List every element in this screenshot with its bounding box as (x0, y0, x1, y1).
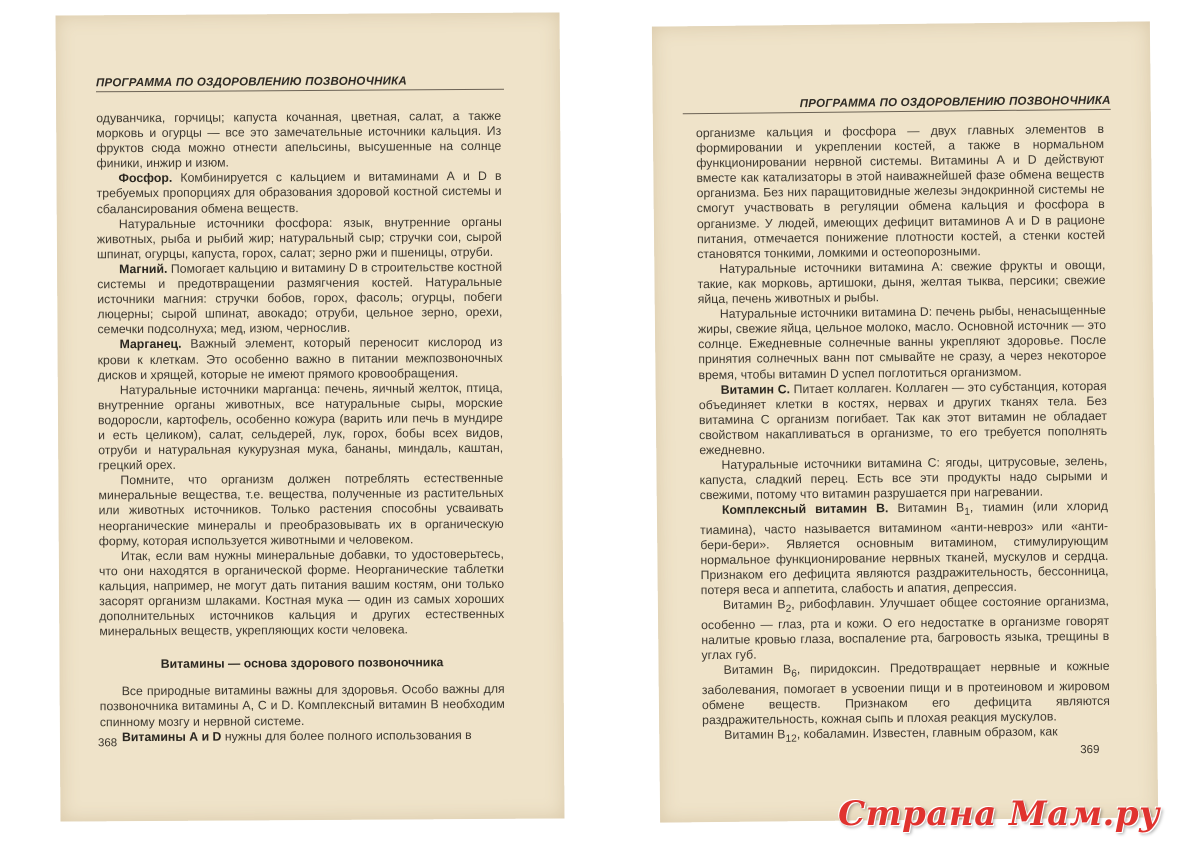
paragraph: организме кальция и фосфора — двух главных элементов в формировании и укреплении костей, а также в нормальном функционировании нервной системы. Витамины А и D действуют вместе как катализаторы в этой наиважнейшей фазе обмена веществ организма. Без них паращитовидные железы эндокринной системы не смогут участвовать в регуляции обмена кальция и фосфора в организме. У людей, имеющих дефицит витаминов А и D в рационе питания, отмечается понижение плотности костей, а стенки костей становятся тонкими, ломкими и остеопорозными. (695, 121, 1106, 261)
paragraph: одуванчика, горчицы; капуста кочанная, цветная, салат, а также морковь и огурцы — все это замечательные источники кальция. Из фруктов сюда можно отнести апельсины, высушенные на солнце финики, инжир и изюм. (96, 108, 502, 171)
paragraph: Фосфор. Комбинируется с кальцием и витаминами А и D в требуемых пропорциях для образования здоровой костной системы и сбалансирования обмена веществ. (96, 169, 502, 216)
page-body (696, 122, 1110, 748)
section-title: Витамины — основа здорового позвоночника (160, 655, 444, 672)
term-heading: Витамины А и D (121, 729, 222, 744)
term-heading: Фосфор. (118, 171, 173, 186)
paragraph: Комплексный витамин В. Витамин $В_1$, тиамин (или хлорид тиамина), часто называется витамином «анти-невроз» или «анти-бери-бери». Является основным витамином, стимулирующим нормальное функционирование нервных тканей, мускулов и сердца. Признаком его дефицита являются раздражительность, бессонница, потеря веса и аппетита, слабость и апатия, депрессия. (700, 499, 1109, 598)
paragraph: Натуральные источники витамина D: печень рыбы, ненасыщенные жиры, свежие яйца, цельное молоко, масло. Основной источник — это солнце. Ежедневные солнечные ванны укрепляют здоровье. После принятия солнечных ванн пот смывайте не сразу, а через некоторое время, чтобы витамин D успел поглотиться организмом. (697, 303, 1107, 382)
paragraph: Марганец. Важный элемент, который переносит кислород из крови к клеткам. Это особенно важно в питании межпозвоночных дисков и хрящей, которые не имеют прямого кровообращения. (97, 335, 503, 382)
paragraph: Магний. Помогает кальцию и витамину D в строительстве костной системы и предотвращении размягчения костей. Натуральные источники магния: стручки бобов, горох, фасоль; огурцы, побеги люцерны; сырой шпинат, авокадо; отруби, цельное зерно, орехи, семечки подсолнуха; мед, изюм, чернослив. (97, 259, 503, 337)
paragraph: Витамин С. Питает коллаген. Коллаген — это субстанция, которая объединяет клетки в костях, нервах и других тканях тела. Без витамина С организм погибает. Так как этот витамин не обладает свойством накапливаться в организме, то его требуется пополнять ежедневно. (698, 378, 1108, 458)
page-body (96, 109, 505, 745)
term-heading: Комплексный витамин В. (721, 501, 889, 518)
site-watermark: Страна Мам.ру (838, 794, 1160, 834)
left-page (56, 12, 565, 821)
page-number: 369 (1080, 743, 1100, 757)
paragraph: Витамин $В_{12}$, кобаламин. Известен, главным образом, как (724, 724, 1058, 745)
term-heading: Магний. (119, 261, 168, 277)
paragraph: Витамин $В_6$, пиридоксин. Предотвращает нервные и кожные заболевания, помогает в усвоении пищи и в протеиновом и жировом обмене веществ. Признаком его дефицита являются раздражительность, кожная сыпь и плохая реакция мускулов. (701, 659, 1111, 728)
paragraph: Итак, если вам нужны минеральные добавки, то удостоверьтесь, что они находятся в органической форме. Неорганические таблетки кальция, например, не могут дать питания вашим костям, они только засорят организм шлаками. Костная мука — один из самых хороших дополнительных источников кальция и других естественных минеральных веществ, укрепляющих кости человека. (98, 546, 505, 639)
paragraph: Натуральные источники фосфора: язык, внутренние органы животных, рыба и рыбий жир; натуральный сыр; стручки сои, сырой шпинат, огурцы, капуста, горох, салат; зерно ржи и пшеницы, отруби. (96, 214, 502, 262)
term-heading: Витамин С. (720, 381, 791, 397)
paragraph: Натуральные источники витамина А: свежие фрукты и овощи, такие, как морковь, артишоки, дыня, желтая тыква, персики; свежие яйца, печень животных и рыбы. (697, 257, 1106, 307)
paragraph: Натуральные источники марганца: печень, яичный желток, птица, внутренние органы животных, все натуральные сыры, морские водоросли, картофель, особенно кожура (варить или печь в мундире и есть целиком), салат, сельдерей, лук, горох, бобы всех видов, отруби и натуральная кукурузная мука, бананы, миндаль, каштан, грецкий орех. (97, 380, 504, 473)
running-head: ПРОГРАММА ПО ОЗДОРОВЛЕНИЮ ПОЗВОНОЧНИКА (96, 75, 504, 92)
paragraph: Все природные витамины важны для здоровья. Особо важны для позвоночника витамины А, С и D. Комплексный витамин В необходим спинному мозгу и нервной системе. (99, 682, 505, 729)
paragraph: Витамины А и D нужны для более полного использования в (121, 727, 472, 744)
term-heading: Марганец. (119, 337, 182, 352)
paragraph: Витамин $В_2$, рибофлавин. Улучшает общее состояние организма, особенно — глаз, рта и кожи. О его недостатке в организме говорят налитые кровью глаза, воспаление рта, багровость языка, трещины в углах губ. (701, 594, 1110, 663)
paragraph: Натуральные источники витамина С: ягоды, цитрусовые, зелень, капуста, сладкий перец. Есть все эти продукты надо сырыми и свежими, потому что витамин разрушается при нагревании. (699, 453, 1108, 503)
page-number: 368 (97, 737, 118, 750)
right-page (652, 21, 1158, 822)
running-head: ПРОГРАММА ПО ОЗДОРОВЛЕНИЮ ПОЗВОНОЧНИКА (683, 95, 1111, 114)
paragraph: Помните, что организм должен потреблять естественные минеральные вещества, т.е. вещества, полученные из растительных или животных источников. Только растения способны усваивать неорганические минералы и преобразовывать их в органическую форму, которая используется животными и человеком. (98, 471, 504, 548)
